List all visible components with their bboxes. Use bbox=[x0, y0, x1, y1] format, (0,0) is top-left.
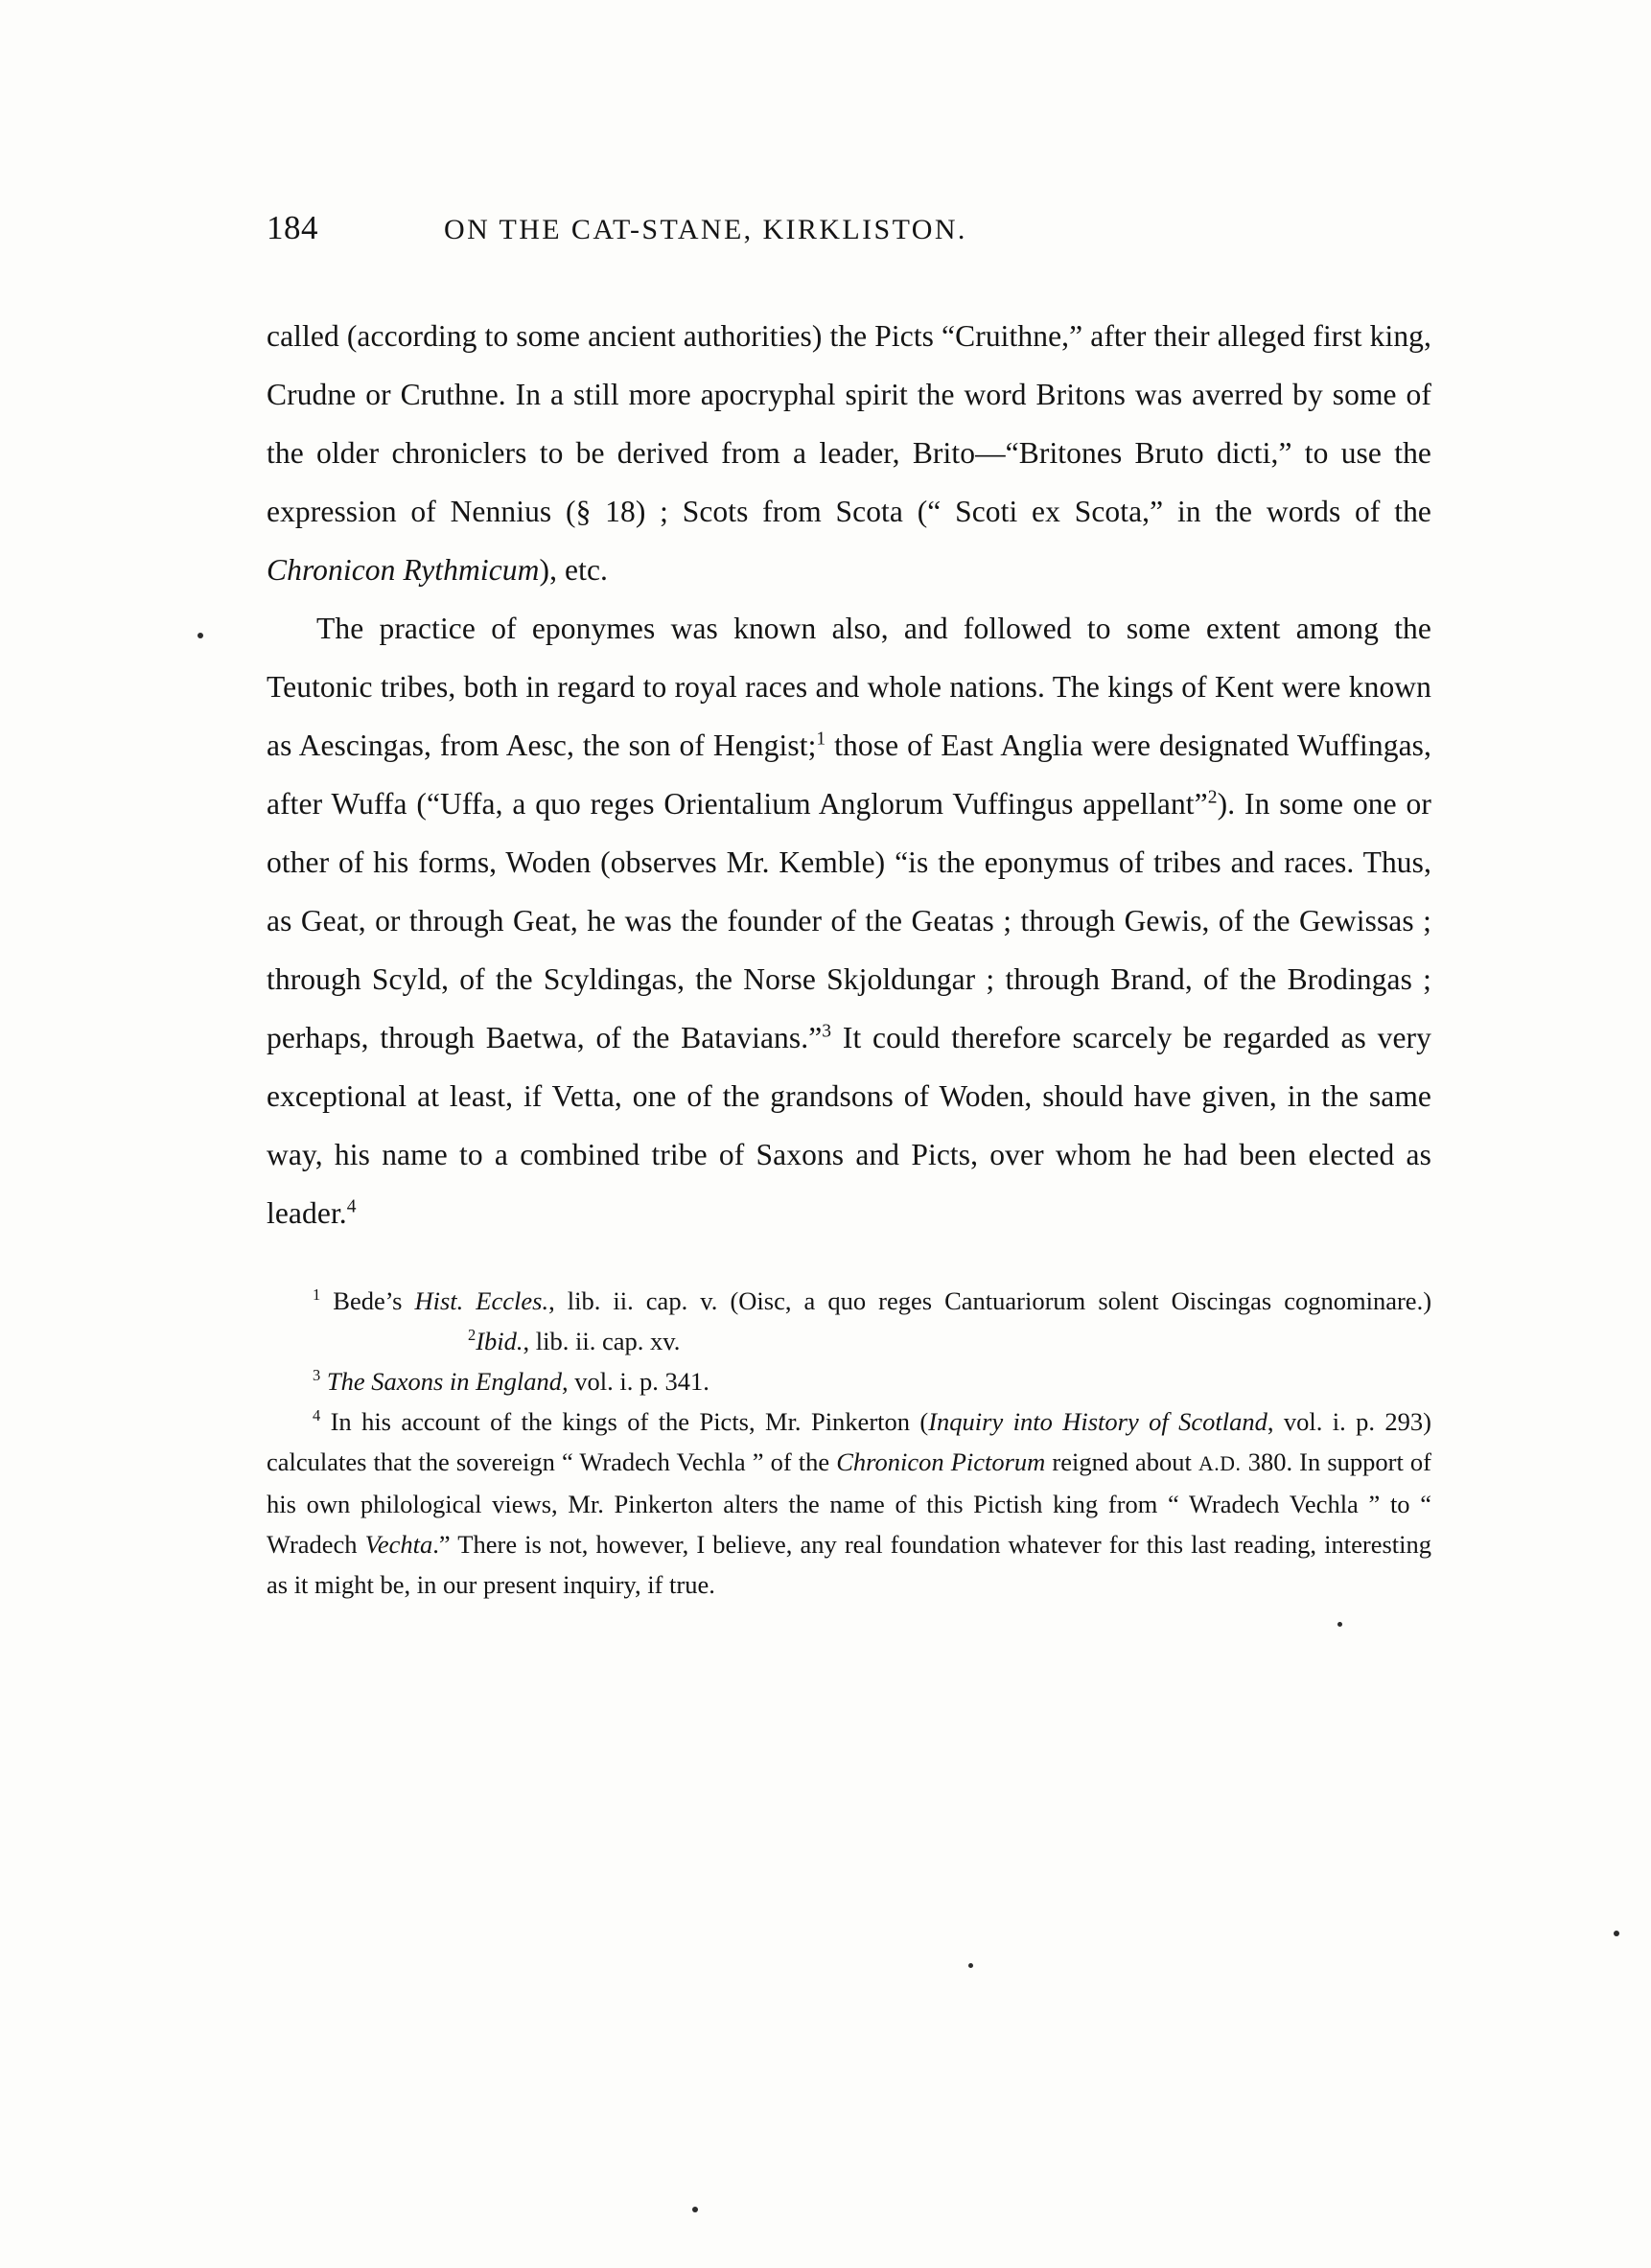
margin-speck-mid bbox=[968, 1963, 973, 1968]
footnote-4-marker: 4 bbox=[313, 1406, 321, 1425]
footnote-ref-2[interactable]: 2 bbox=[1207, 787, 1218, 808]
footnote-ref-3[interactable]: 3 bbox=[822, 1021, 832, 1042]
paragraph-1-text-a: called (according to some ancient authorities) the Picts “Cruithne,” after their alleged first king, Crudne or Cruthne. In a still more apocryphal spirit the word Britons was averred by some of the older chroniclers to be derived from a leader, Brito—“Britones Bruto dicti,” to use the expression of Nennius (§ 18) ; Scots from Scota (“ Scoti ex Scota,” in the words of the bbox=[267, 319, 1431, 528]
paragraph-1-italic-title: Chronicon Rythmicum bbox=[267, 553, 540, 587]
paragraph-2-text-a: The practice of eponymes was known also, and followed to some extent among the Teutonic tribes, both in regard to royal races and whole nations. The kings of Kent were known as Aescingas, from Aesc, the son of Hengist; bbox=[267, 612, 1431, 762]
footnote-2-italic: Ibid. bbox=[476, 1327, 523, 1355]
footnote-3 bbox=[267, 1361, 1431, 1401]
page-content bbox=[267, 209, 1431, 1605]
paragraph-2 bbox=[267, 599, 1431, 1242]
footnote-2-text: , lib. ii. cap. xv. bbox=[523, 1327, 681, 1355]
footnote-3-marker: 3 bbox=[313, 1366, 321, 1385]
margin-speck-bottom bbox=[692, 2207, 698, 2212]
page-header bbox=[267, 209, 1431, 247]
footnote-4-text-d: 380. In support of his own philological views, Mr. Pinkerton alters the name of this Pictish king from “ Wradech Vechla ” to “ Wradech bbox=[267, 1447, 1431, 1559]
footnote-2-marker: 2 bbox=[468, 1326, 477, 1345]
footnote-1-italic: Hist. Eccles. bbox=[414, 1286, 549, 1315]
footnote-4-italic-2: Chronicon Pictorum bbox=[836, 1447, 1046, 1476]
margin-speck-right bbox=[1614, 1931, 1619, 1936]
margin-speck-left bbox=[198, 633, 203, 638]
footnote-1-marker: 1 bbox=[313, 1285, 321, 1305]
paragraph-1-text-b: ), etc. bbox=[539, 553, 609, 587]
footnote-ref-1[interactable]: 1 bbox=[816, 729, 826, 750]
paragraph-2-text-d: It could therefore scarcely be regarded as very exceptional at least, if Vetta, one of the grandsons of Woden, should have given, in the same way, his name to a combined tribe of Saxons and Picts, over whom he had been elected as leader. bbox=[267, 1021, 1431, 1230]
page-number: 184 bbox=[267, 209, 318, 246]
footnotes-block bbox=[267, 1281, 1431, 1605]
footnote-1-text-a: Bede’s bbox=[320, 1286, 415, 1315]
paragraph-1 bbox=[267, 307, 1431, 599]
footnote-3-italic: The Saxons in England, bbox=[326, 1367, 569, 1396]
footnote-4-text-e: .” There is not, however, I believe, any real foundation whatever for this last reading, interesting as it might be, in our present inquiry, if true. bbox=[267, 1530, 1432, 1599]
footnote-4-italic-1: Inquiry into History of Scotland bbox=[928, 1407, 1267, 1436]
footnote-4-text-c: reigned about bbox=[1045, 1447, 1198, 1476]
running-head: ON THE CAT-STANE, KIRKLISTON. bbox=[444, 214, 967, 245]
footnote-4-italic-3: Vechta bbox=[364, 1530, 433, 1559]
footnote-ref-4[interactable]: 4 bbox=[346, 1196, 357, 1217]
paragraph-2-text-b: those of East Anglia were designated Wuffingas, after Wuffa (“Uffa, a quo reges Orientalium Anglorum Vuffingus appellant” bbox=[267, 729, 1431, 821]
margin-speck-note bbox=[1337, 1622, 1342, 1627]
body-text bbox=[267, 307, 1431, 1242]
footnote-4-text-b: , vol. i. p. 293) calculates that the sovereign “ Wradech Vechla ” of the bbox=[267, 1407, 1431, 1476]
footnote-4 bbox=[267, 1401, 1431, 1605]
paragraph-2-text-c: ). In some one or other of his forms, Woden (observes Mr. Kemble) “is the eponymus of tribes and races. Thus, as Geat, or through Geat, he was the founder of the Geatas ; through Gewis, of the Gewissas ; through Scyld, of the Scyldingas, the Norse Skjoldungar ; through Brand, of the Brodingas ; perhaps, through Baetwa, of the Batavians.” bbox=[267, 787, 1431, 1054]
footnote-1-text-b: , lib. ii. cap. v. (Oisc, a quo reges Cantuariorum solent Oiscingas cognominare.) bbox=[548, 1286, 1432, 1315]
footnote-1 bbox=[267, 1281, 1431, 1361]
footnote-3-text: vol. i. p. 341. bbox=[568, 1367, 709, 1396]
footnote-4-smallcaps: A.D. bbox=[1198, 1452, 1242, 1475]
footnote-4-text-a: In his account of the kings of the Picts, Mr. Pinkerton ( bbox=[320, 1407, 929, 1436]
